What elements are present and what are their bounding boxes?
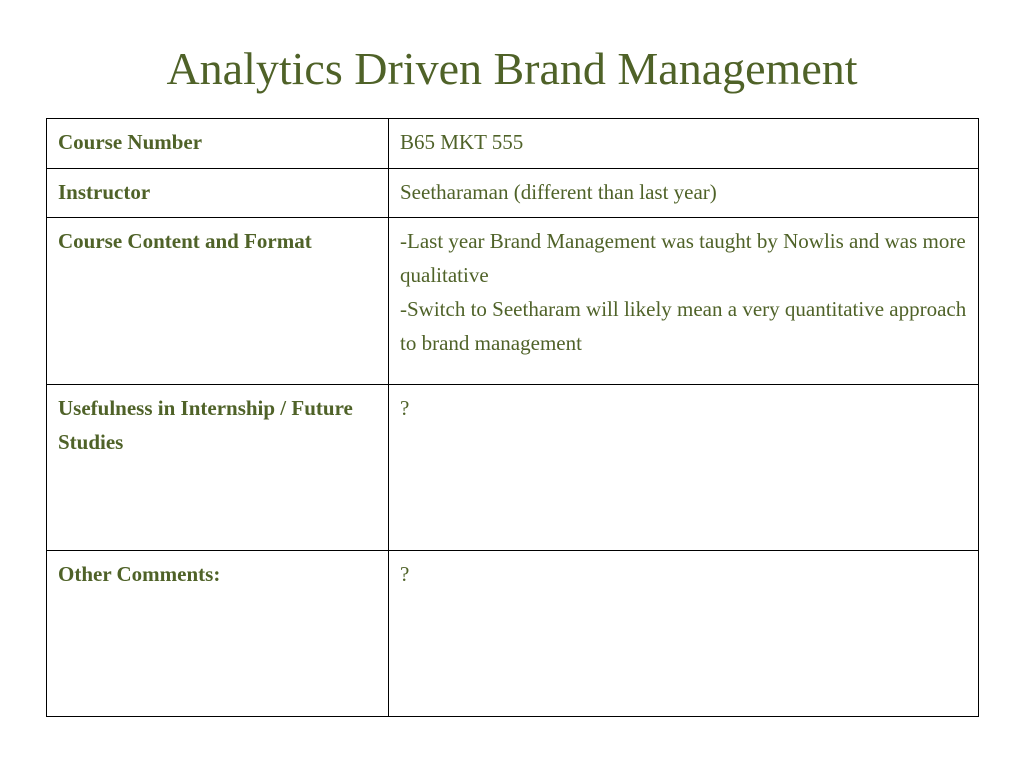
instructor-text: Seetharaman (different than last year) [400,180,717,204]
course-info-table [46,118,979,717]
course-content-label: Course Content and Format [47,218,389,385]
table-row-other-comments [47,551,979,717]
usefulness-text: ? [400,396,410,420]
usefulness-label: Usefulness in Internship / Future Studies [47,385,389,551]
table-row-instructor [47,169,979,218]
table-row-usefulness [47,385,979,551]
other-comments-text: ? [400,562,410,586]
course-content-line-1: -Last year Brand Management was taught by Nowlis and was more qualitative [400,229,966,287]
course-number-text: B65 MKT 555 [400,130,524,154]
table-row-course-content [47,218,979,385]
instructor-label: Instructor [47,169,389,218]
course-content-line-2: -Switch to Seetharam will likely mean a very quantitative approach to brand management [400,297,967,355]
course-number-value [389,119,979,169]
usefulness-value [389,385,979,551]
slide-title: Analytics Driven Brand Management [166,43,858,94]
table-row-course-number [47,119,979,169]
instructor-value [389,169,979,218]
other-comments-label: Other Comments: [47,551,389,717]
other-comments-value [389,551,979,717]
course-number-label: Course Number [47,119,389,169]
course-content-value [389,218,979,385]
